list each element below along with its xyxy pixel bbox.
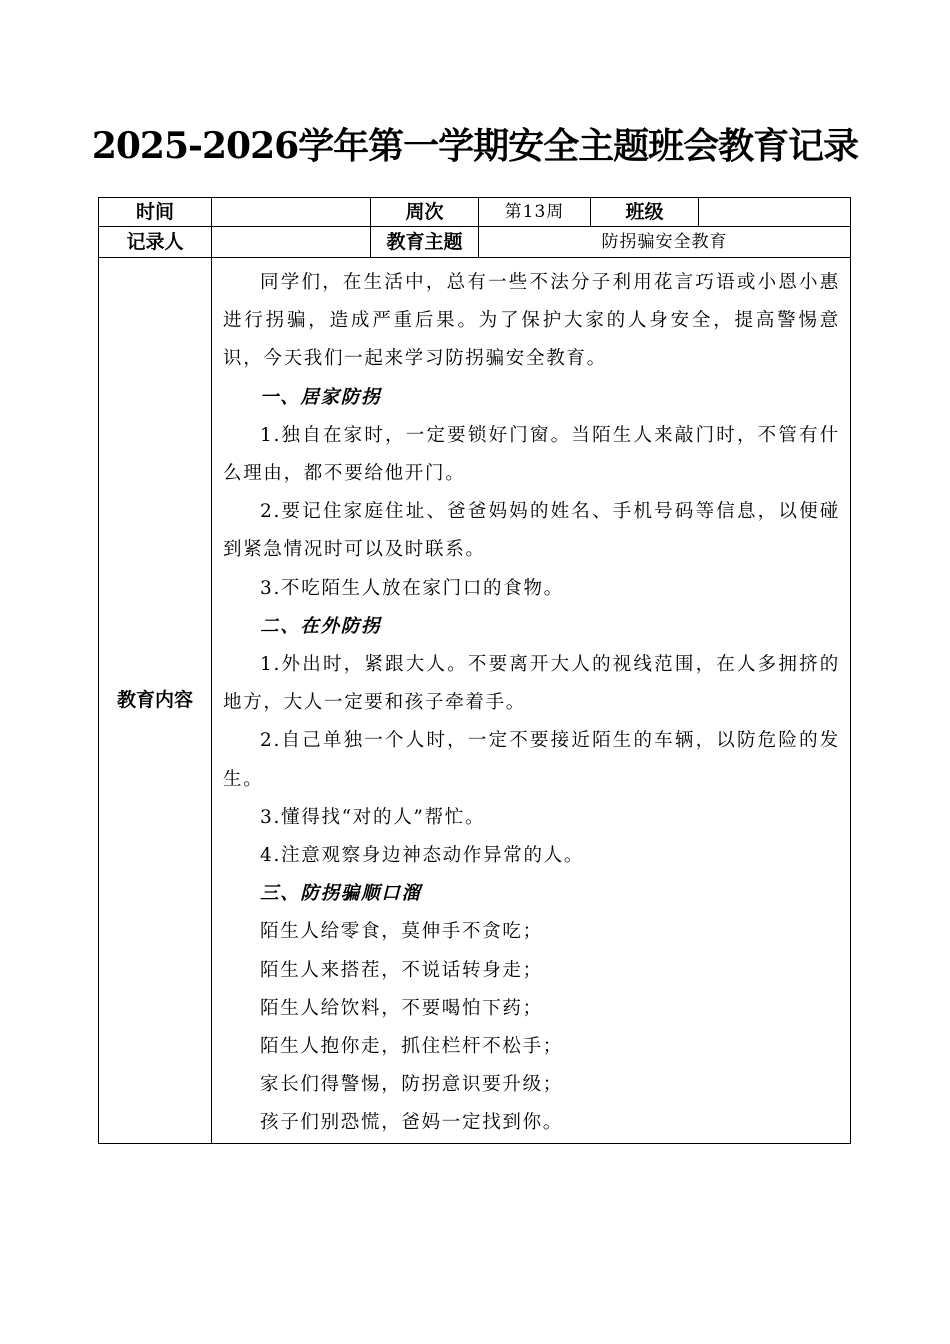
class-label: 班级 <box>591 198 699 227</box>
rhyme-line: 家长们得警惕，防拐意识要升级； <box>260 1074 564 1096</box>
section-heading: 一、居家防拐 <box>260 386 382 408</box>
class-value[interactable] <box>699 198 851 227</box>
week-label: 周次 <box>371 198 479 227</box>
list-item: 3.不吃陌生人放在家门口的食物。 <box>260 577 564 599</box>
list-item: 2.自己单独一个人时，一定不要接近陌生的车辆，以防危险的发生。 <box>223 730 840 790</box>
list-item: 1.独自在家时，一定要锁好门窗。当陌生人来敲门时，不管有什么理由，都不要给他开门。 <box>223 424 840 485</box>
table-row <box>99 198 851 227</box>
recorder-label: 记录人 <box>99 227 212 258</box>
page-title: 2025-2026学年第一学期安全主题班会教育记录 <box>91 125 859 167</box>
content-cell[interactable] <box>212 258 851 1144</box>
intro-paragraph: 同学们，在生活中，总有一些不法分子利用花言巧语或小恩小惠进行拐骗，造成严重后果。为了保护大家的人身安全，提高警惕意识，今天我们一起来学习防拐骗安全教育。 <box>223 272 840 370</box>
rhyme-line: 陌生人给零食，莫伸手不贪吃； <box>260 921 543 943</box>
rhyme-line: 陌生人抱你走，抓住栏杆不松手； <box>260 1036 564 1058</box>
section-heading: 二、在外防拐 <box>260 615 382 637</box>
record-table <box>98 197 851 1144</box>
section-heading: 三、防拐骗顺口溜 <box>260 883 422 905</box>
table-row <box>99 258 851 1144</box>
week-value[interactable]: 第13周 <box>479 198 591 227</box>
content-body <box>212 258 850 1143</box>
table-row <box>99 227 851 258</box>
rhyme-line: 陌生人给饮料，不要喝怕下药； <box>260 997 543 1019</box>
list-item: 1.外出时，紧跟大人。不要离开大人的视线范围，在人多拥挤的地方，大人一定要和孩子牵着手。 <box>223 654 840 714</box>
list-item: 2.要记住家庭住址、爸爸妈妈的姓名、手机号码等信息，以便碰到紧急情况时可以及时联系。 <box>223 501 840 561</box>
list-item: 4.注意观察身边神态动作异常的人。 <box>260 845 585 867</box>
time-value[interactable] <box>212 198 371 227</box>
rhyme-line: 陌生人来搭茬，不说话转身走； <box>260 959 543 981</box>
theme-value[interactable]: 防拐骗安全教育 <box>479 227 851 258</box>
time-label: 时间 <box>99 198 212 227</box>
list-item: 3.懂得找“对的人”帮忙。 <box>260 806 486 828</box>
content-label: 教育内容 <box>99 258 212 1144</box>
rhyme-line: 孩子们别恐慌，爸妈一定找到你。 <box>260 1112 564 1134</box>
recorder-value[interactable] <box>212 227 371 258</box>
theme-label: 教育主题 <box>371 227 479 258</box>
